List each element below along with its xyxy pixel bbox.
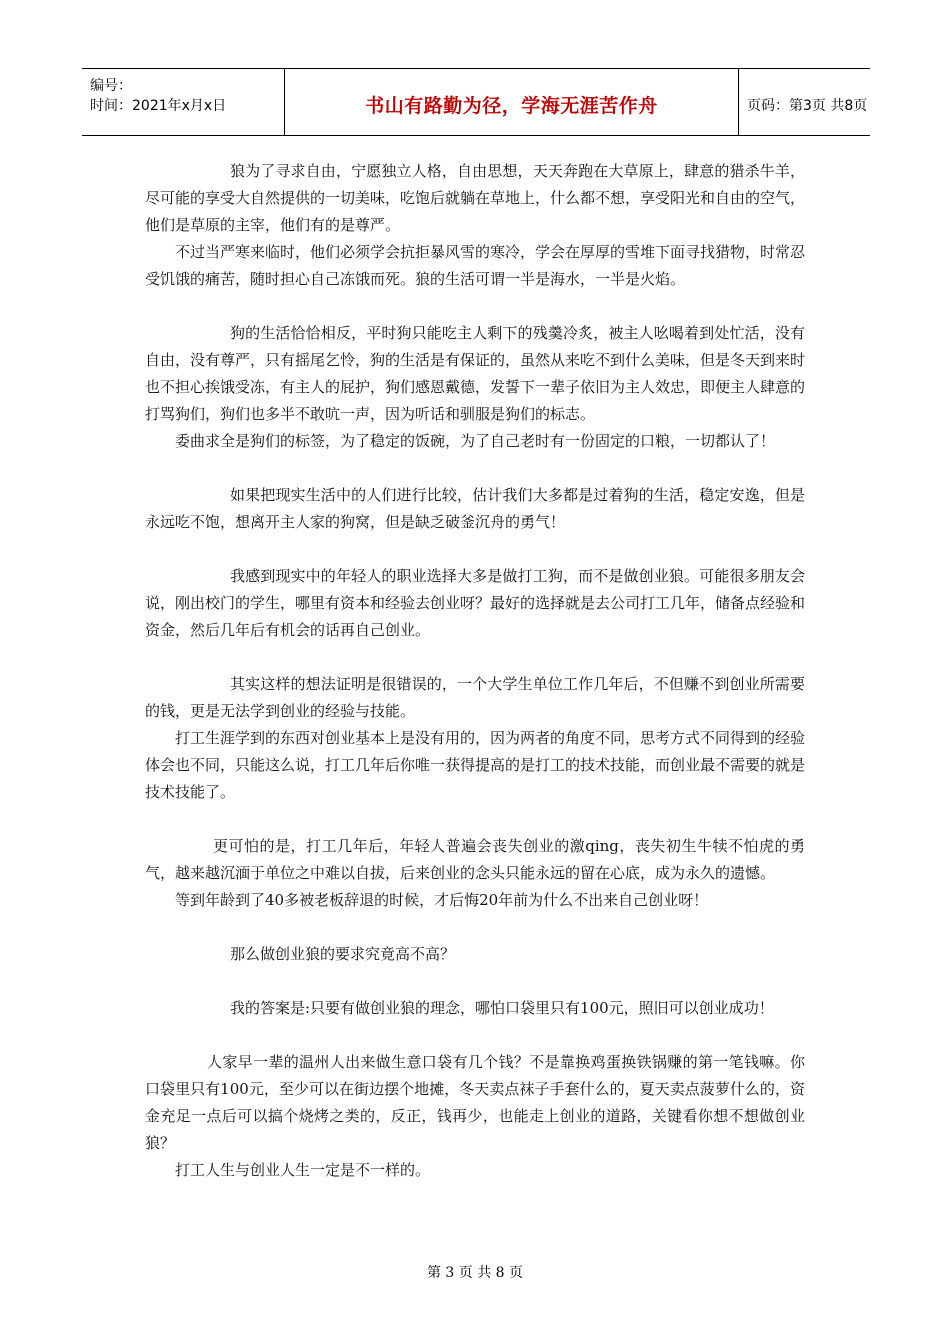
number-label: 编号：	[90, 78, 132, 94]
paragraph: 等到年龄到了40多被老板辞退的时候，才后悔20年前为什么不出来自己创业呀！	[175, 891, 709, 909]
paragraph: 不过当严寒来临时，他们必须学会抗拒暴风雪的寒冷，学会在厚厚的雪堆下面寻找猎物，时常忍受饥饿的痛苦，随时担心自己冻饿而死。狼的生活可谓一半是海水，一半是火焰。	[145, 243, 806, 288]
header-left-cell	[82, 69, 285, 135]
paragraph: 我的答案是:只要有做创业狼的理念，哪怕口袋里只有100元，照旧可以创业成功！	[230, 999, 774, 1017]
paragraph: 人家早一辈的温州人出来做生意口袋有几个钱？不是靠换鸡蛋换铁锅赚的第一笔钱嘛。你口袋里只有100元，至少可以在街边摆个地摊，冬天卖点袜子手套什么的，夏天卖点菠萝什么的，资金充足一点后可以搞个烧烤之类的，反正，钱再少，也能走上创业的道路，关键看你想不想做创业狼？	[145, 1053, 805, 1152]
paragraph: 如果把现实生活中的人们进行比较，估计我们大多都是过着狗的生活，稳定安逸，但是永远吃不饱，想离开主人家的狗窝，但是缺乏破釜沉舟的勇气！	[145, 486, 805, 531]
paragraph: 打工人生与创业人生一定是不一样的。	[175, 1161, 431, 1179]
paragraph: 狗的生活恰恰相反，平时狗只能吃主人剩下的残羹冷炙，被主人吆喝着到处忙活，没有自由，没有尊严，只有摇尾乞怜，狗的生活是有保证的，虽然从来吃不到什么美味，但是冬天到来时也不担心挨饿受冻，有主人的屁护，狗们感恩戴德，发誓下一辈子依旧为主人效忠，即便主人肆意的打骂狗们，狗们也多半不敢吭一声，因为听话和驯服是狗们的标志。	[145, 324, 806, 423]
page-footer: 第 3 页 共 8 页	[426, 1265, 524, 1281]
header-motto-cell	[285, 69, 739, 135]
page-number-label: 页码：第3页 共8页	[747, 98, 868, 114]
paragraph: 那么做创业狼的要求究竟高不高？	[230, 945, 456, 963]
paragraph: 其实这样的想法证明是很错误的，一个大学生单位工作几年后，不但赚不到创业所需要的钱，更是无法学到创业的经验与技能。	[145, 675, 805, 720]
paragraph: 委曲求全是狗们的标签，为了稳定的饭碗，为了自己老时有一份固定的口粮，一切都认了！	[175, 432, 776, 450]
motto-text: 书山有路勤为径，学海无涯苦作舟	[365, 95, 658, 117]
header-right-cell	[739, 69, 870, 135]
paragraph: 狼为了寻求自由，宁愿独立人格，自由思想，天天奔跑在大草原上，肆意的猎杀牛羊，尽可能的享受大自然提供的一切美味，吃饱后就躺在草地上，什么都不想，享受阳光和自由的空气，他们是草原的主宰，他们有的是尊严。	[145, 162, 806, 234]
paragraph: 我感到现实中的年轻人的职业选择大多是做打工狗，而不是做创业狼。可能很多朋友会说，刚出校门的学生，哪里有资本和经验去创业呀？最好的选择就是去公司打工几年，储备点经验和资金，然后几年后有机会的话再自己创业。	[145, 567, 806, 639]
header-table	[82, 68, 870, 136]
document-body	[145, 158, 805, 1184]
date-label: 时间：2021年x月x日	[90, 98, 227, 114]
paragraph: 更可怕的是，打工几年后，年轻人普遍会丧失创业的激qing，丧失初生牛犊不怕虎的勇气，越来越沉湎于单位之中难以自拔，后来创业的念头只能永远的留在心底，成为永久的遗憾。	[145, 837, 805, 882]
paragraph: 打工生涯学到的东西对创业基本上是没有用的，因为两者的角度不同，思考方式不同得到的经验体会也不同，只能这么说，打工几年后你唯一获得提高的是打工的技术技能，而创业最不需要的就是技术技能了。	[145, 729, 806, 801]
